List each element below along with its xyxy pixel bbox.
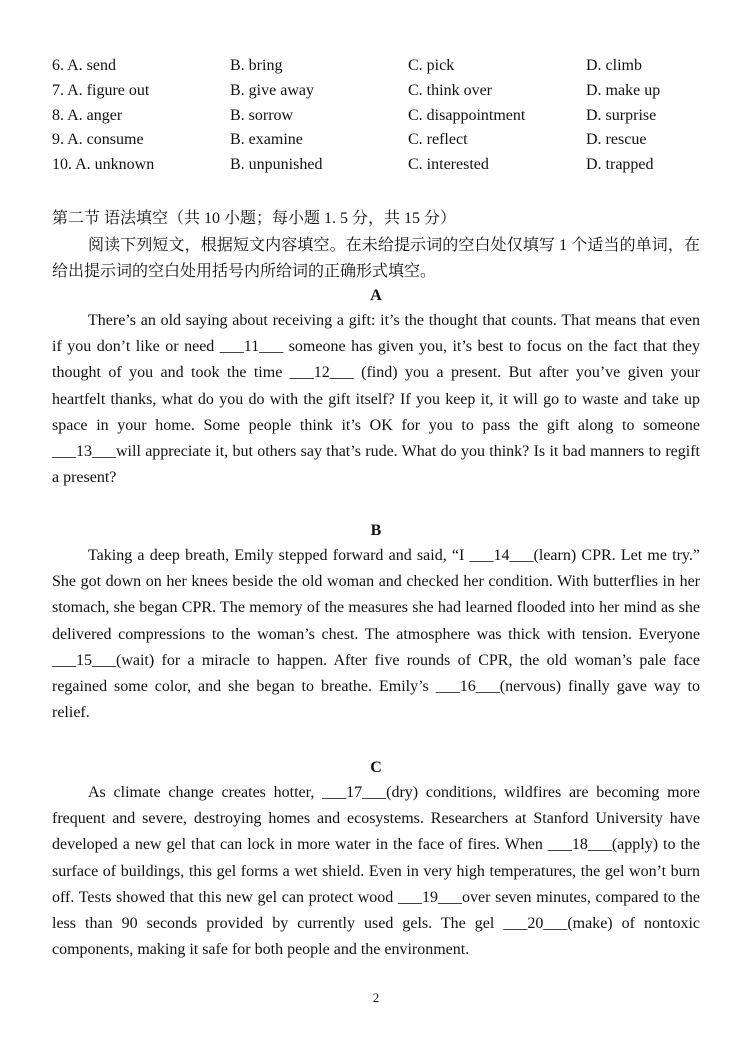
option-b: B. give away	[230, 81, 314, 99]
option-b: B. examine	[230, 131, 303, 149]
passage-b-label: B	[370, 522, 382, 539]
option-row-9	[52, 128, 712, 153]
option-d: D. climb	[586, 57, 642, 74]
option-c: C. interested	[408, 156, 489, 174]
option-b: B. unpunished	[230, 156, 323, 174]
option-c: C. reflect	[408, 131, 468, 149]
passage-c-text: As climate change creates hotter, ___17___(dry) conditions, wildfires are becoming more frequent and severe, destroying homes and ecosystems. Researchers at Stanford University have developed a new gel that can lock in more water in the face of fires. When ___18___(apply) to the surface of buildings, this gel forms a wet shield. Even in very high temperatures, the gel won’t burn off. Tests showed that this new gel can protect wood ___19___over seven minutes, compared to the less than 90 seconds provided by currently used gels. The gel ___20___(make) of nontoxic components, making it safe for both people and the environment.	[52, 784, 700, 959]
option-b: B. sorrow	[230, 106, 294, 124]
option-c: C. pick	[408, 57, 455, 74]
option-d: D. trapped	[586, 156, 654, 174]
option-row-8	[52, 104, 712, 129]
section-instructions: 阅读下列短文，根据短文内容填空。在未给提示词的空白处仅填写 1 个适当的单词，在给出提示词的空白处用括号内所给词的正确形式填空。	[52, 237, 700, 280]
passage-a-label: A	[370, 287, 382, 304]
passage-a-text: There’s an old saying about receiving a gift: it’s the thought that counts. That means that even if you don’t like or need ___11___ someone has given you, it’s best to focus on the fact that they thought of you and took the time ___12___ (find) you a present. But after you’ve given your heartfelt thanks, what do you do with the gift itself? If you keep it, it will go to waste and take up space in your home. Some people think it’s OK for you to pass the gift along to someone ___13___will appreciate it, but others say that’s rude. What do you think? Is it bad manners to regift a present?	[52, 312, 700, 487]
option-row-6	[52, 54, 712, 79]
option-a: 6. A. send	[52, 57, 116, 74]
option-b: B. bring	[230, 57, 283, 74]
option-a: 10. A. unknown	[52, 156, 155, 174]
passage-b-text: Taking a deep breath, Emily stepped forward and said, “I ___14___(learn) CPR. Let me try.” She got down on her knees beside the old woman and checked her condition. With butterflies in her stomach, she began CPR. The memory of the measures she had learned flooded into her mind as she delivered compressions to the woman’s chest. The atmosphere was thick with tension. Everyone ___15___(wait) for a miracle to happen. After five rounds of CPR, the old woman’s pale face regained some color, and she began to breathe. Emily’s ___16___(nervous) finally gave way to relief.	[52, 547, 700, 722]
page-number: 2	[372, 990, 380, 1005]
option-c: C. disappointment	[408, 106, 526, 124]
section-heading: 第二节 语法填空（共 10 小题；每小题 1. 5 分，共 15 分）	[52, 210, 457, 227]
option-d: D. rescue	[586, 131, 647, 149]
option-row-7	[52, 79, 712, 104]
option-a: 8. A. anger	[52, 106, 123, 124]
options-table	[52, 54, 712, 178]
option-a: 7. A. figure out	[52, 81, 150, 99]
option-a: 9. A. consume	[52, 131, 144, 149]
passage-c-label: C	[370, 759, 382, 776]
option-row-10	[52, 153, 712, 178]
option-c: C. think over	[408, 81, 492, 99]
option-d: D. surprise	[586, 106, 657, 124]
option-d: D. make up	[586, 81, 661, 99]
